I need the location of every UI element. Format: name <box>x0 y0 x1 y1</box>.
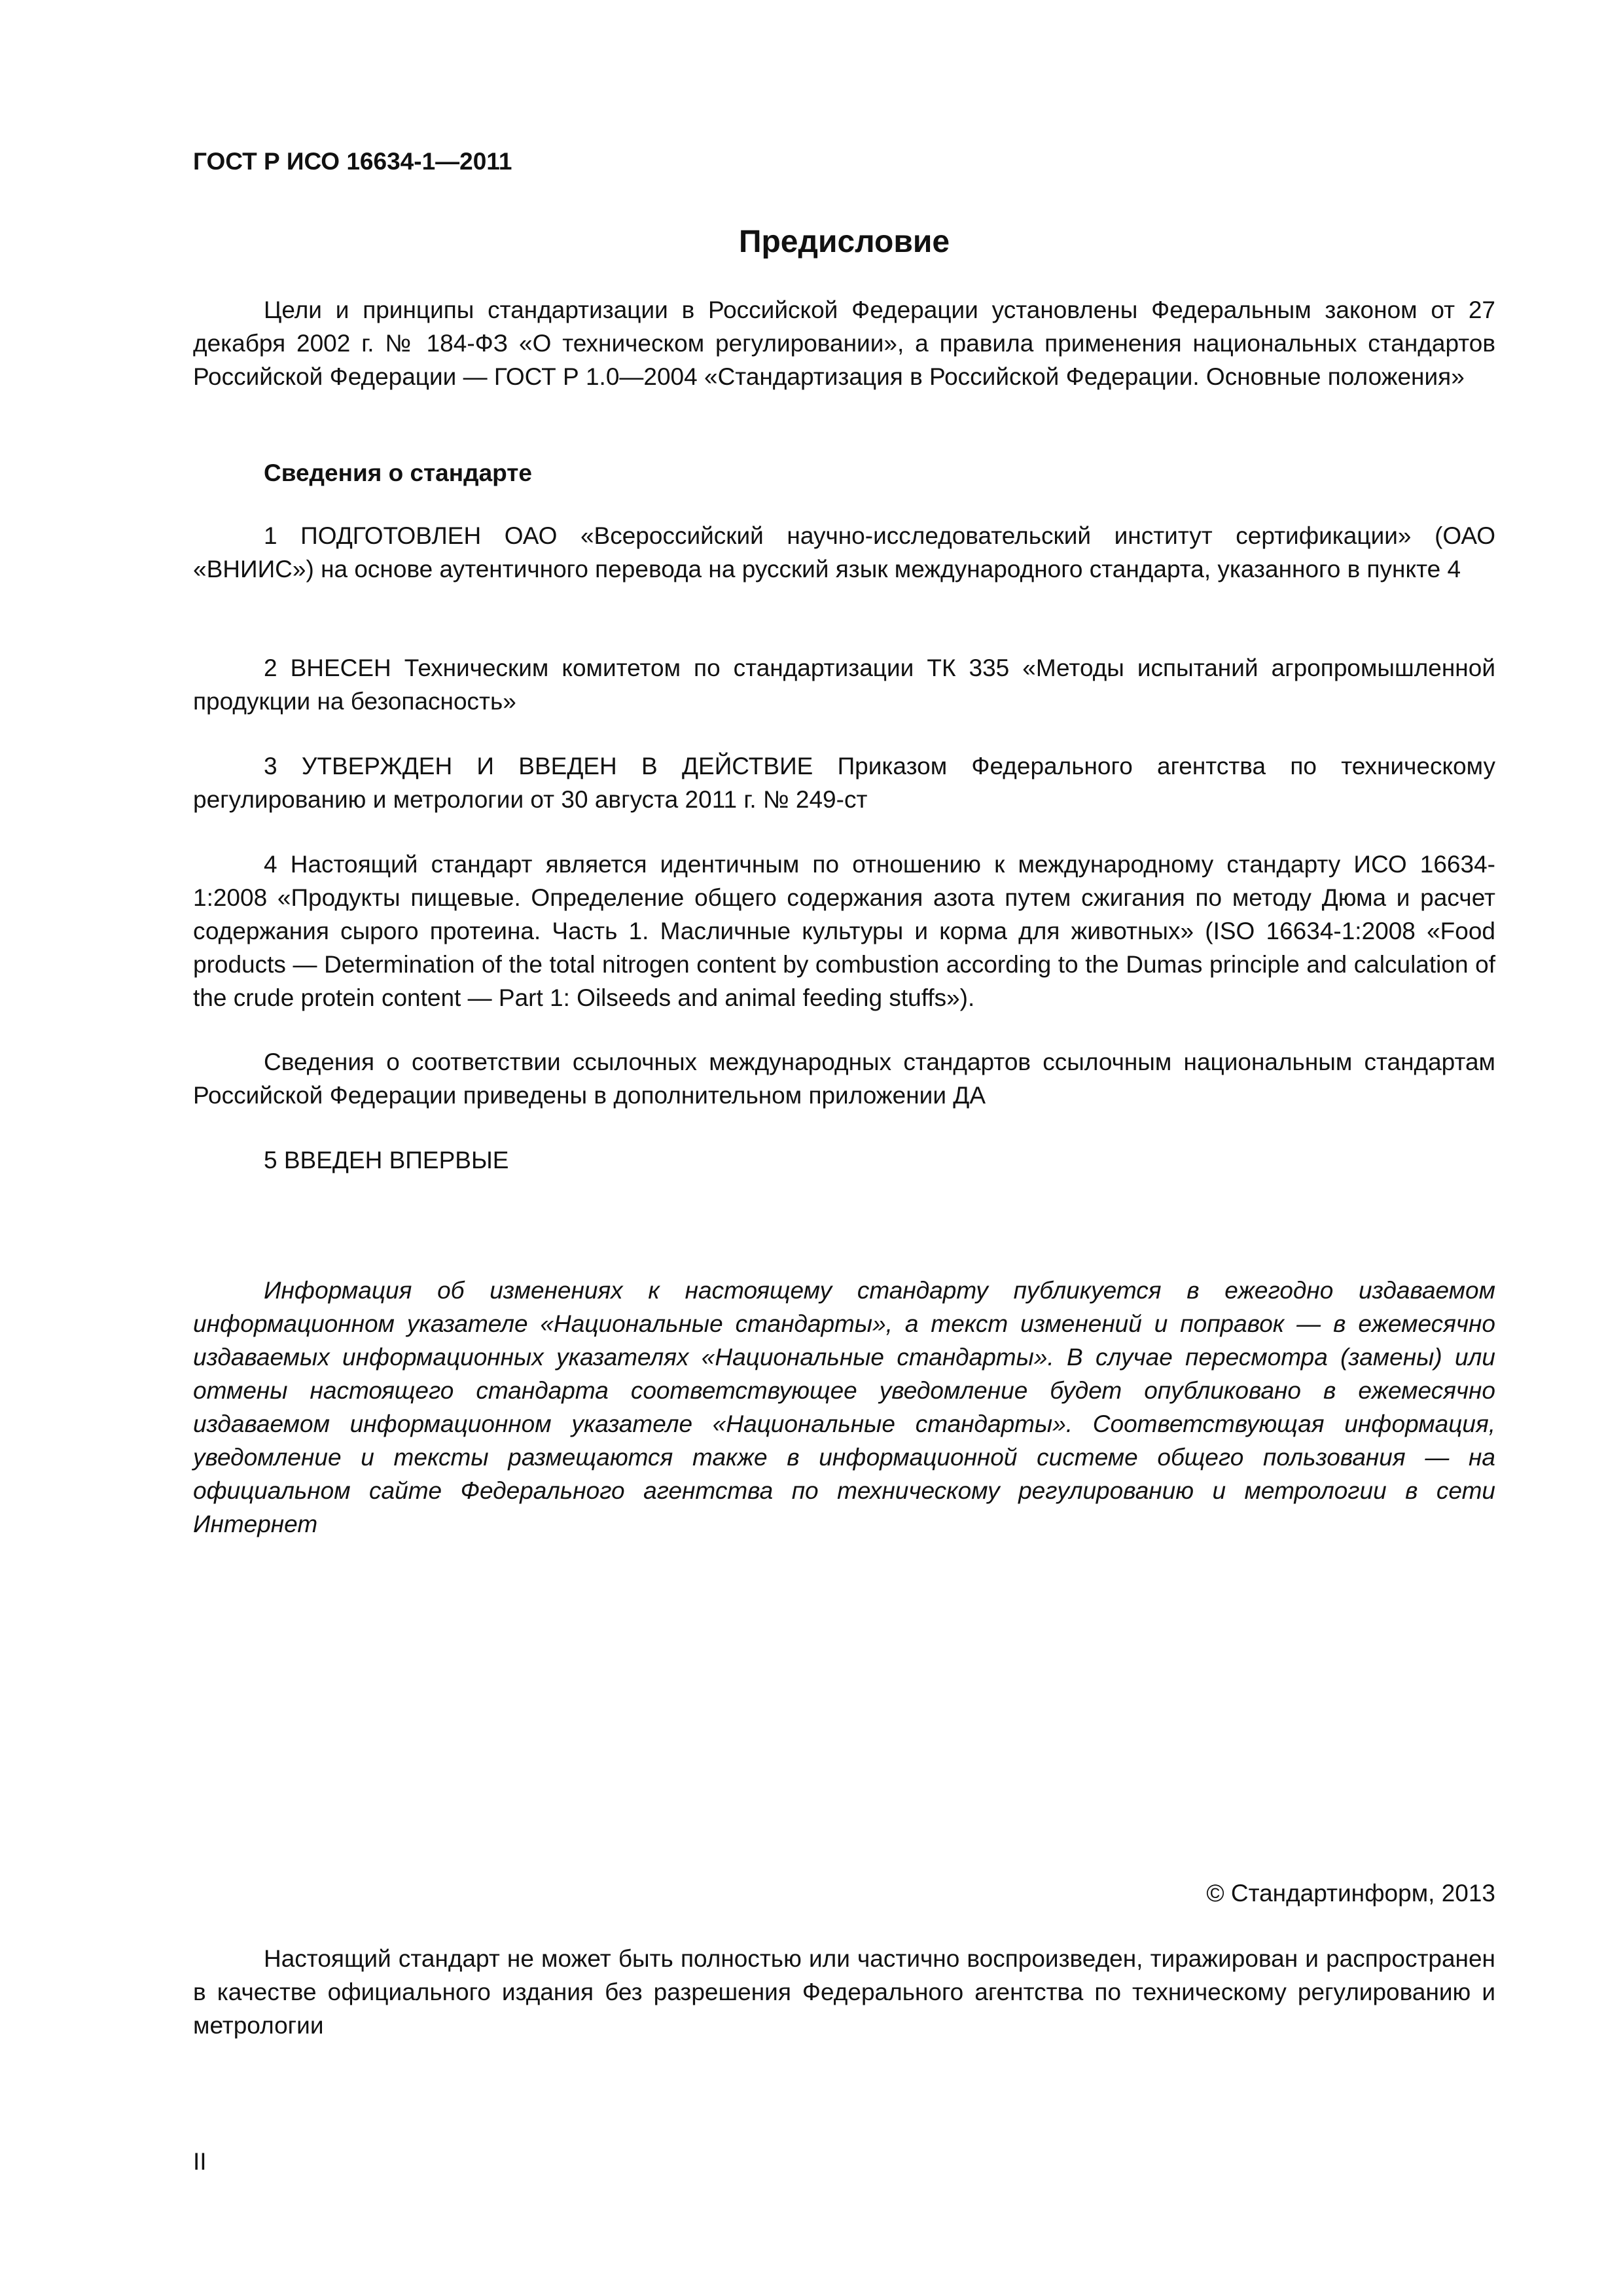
item-4-paragraph: 4 Настоящий стандарт является идентичным по отношению к международному стандарту ИСО 16634-1:2008 «Продукты пищевые. Определение общего содержания азота путем сжигания по методу Дюма и расчет содержания сырого протеина. Часть 1. Масличные культуры и корма для животных» (ISO 16634-1:2008 «Food products — Determination of the total nitrogen content by combustion according to the Dumas principle and calculation of the crude protein content — Part 1: Oilseeds and animal feeding stuffs»). <box>193 851 1495 1011</box>
section-heading: Сведения о стандарте <box>264 459 532 486</box>
intro-paragraph: Цели и принципы стандартизации в Российской Федерации установлены Федеральным законом от 27 декабря 2002 г. № 184-ФЗ «О техническом регулировании», а правила применения национальных стандартов Российской Федерации — ГОСТ Р 1.0—2004 «Стандартизация в Российской Федерации. Основные положения» <box>193 296 1495 390</box>
copyright-line: © Стандартинформ, 2013 <box>1206 1880 1495 1907</box>
item-5-paragraph: 5 ВВЕДЕН ВПЕРВЫЕ <box>264 1147 509 1174</box>
information-notice: Информация об изменениях к настоящему стандарту публикуется в ежегодно издаваемом информационном указателе «Национальные стандарты», а текст изменений и поправок — в ежемесячно издаваемых информационных указателях «Национальные стандарты». В случае пересмотра (замены) или отмены настоящего стандарта соответствующее уведомление будет опубликовано в ежемесячно издаваемом информационном указателе «Национальные стандарты». Соответствующая информация, уведомление и тексты размещаются также в информационной системе общего пользования — на официальном сайте Федерального агентства по техническому регулированию и метрологии в сети Интернет <box>193 1277 1495 1537</box>
item-1-paragraph: 1 ПОДГОТОВЛЕН ОАО «Всероссийский научно-исследовательский институт сертификации» (ОАО «ВНИИС») на основе аутентичного перевода на русский язык международного стандарта, указанного в пункте 4 <box>193 522 1495 583</box>
item-2-paragraph: 2 ВНЕСЕН Техническим комитетом по стандартизации ТК 335 «Методы испытаний агропромышленной продукции на безопасность» <box>193 655 1495 715</box>
reproduction-notice: Настоящий стандарт не может быть полностью или частично воспроизведен, тиражирован и распространен в качестве официального издания без разрешения Федерального агентства по техническому регулированию и метрологии <box>193 1945 1495 2039</box>
page-number: II <box>193 2148 207 2175</box>
page-title: Предисловие <box>738 224 950 259</box>
item-3-paragraph: 3 УТВЕРЖДЕН И ВВЕДЕН В ДЕЙСТВИЕ Приказом Федерального агентства по техническому регулированию и метрологии от 30 августа 2011 г. № 249-ст <box>193 753 1495 813</box>
item-4-note-paragraph: Сведения о соответствии ссылочных международных стандартов ссылочным национальным стандартам Российской Федерации приведены в дополнительном приложении ДА <box>193 1049 1495 1109</box>
standard-code-header: ГОСТ Р ИСО 16634-1—2011 <box>193 148 512 175</box>
